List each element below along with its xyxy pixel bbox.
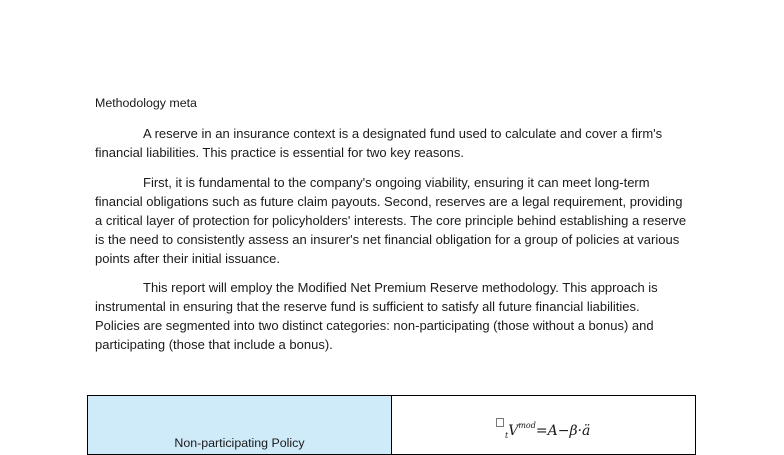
formula-cell: [392, 396, 695, 454]
formula-rhs: =A−β·ä: [535, 423, 591, 439]
placeholder-box-icon: [496, 418, 504, 427]
paragraph-reasons: First, it is fundamental to the company's ongoing viability, ensuring it can meet long-term financial obligations such as future claim payouts. Second, reserves are a legal requirement, providing a critical layer of protection for policyholders' interests. The core principle behind establishing a reserve is the need to consistently assess an insurer's net financial obligation for a group of policies at various points after their initial issuance.: [95, 175, 687, 266]
paragraph-methodology: This report will employ the Modified Net Premium Reserve methodology. This approach is instrumental in ensuring that the reserve fund is sufficient to satisfy all future financial liabilities. Policies are segmented into two distinct categories: non-participating (those without a bonus) and participating (those that include a bonus).: [95, 280, 658, 352]
section-heading: Methodology meta: [95, 96, 197, 110]
policy-type-cell: [88, 396, 392, 454]
policy-type-label: Non-participating Policy: [174, 436, 305, 450]
formula-symbol: V: [508, 423, 519, 439]
formula-subscript: t: [505, 431, 509, 440]
paragraph-reserve-definition: A reserve in an insurance context is a designated fund used to calculate and cover a firm's financial liabilities. This practice is essential for two key reasons.: [95, 126, 663, 160]
reserve-formula: [496, 418, 590, 440]
policy-formula-table: [87, 395, 696, 455]
formula-superscript: mod: [518, 421, 536, 430]
